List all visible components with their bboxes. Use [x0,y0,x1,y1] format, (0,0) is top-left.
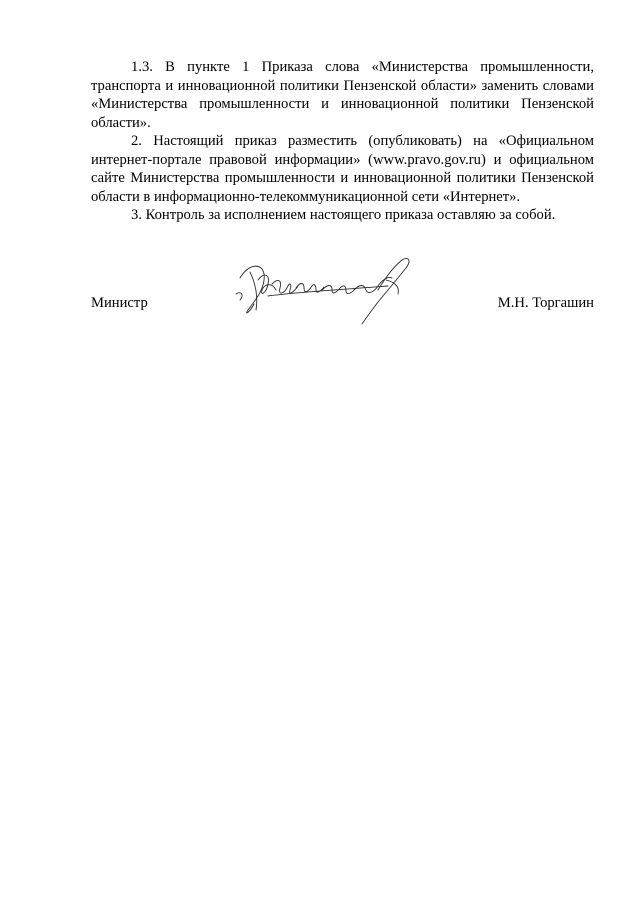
signatory-role: Министр [91,295,148,311]
paragraph-1-3: 1.3. В пункте 1 Приказа слова «Министерства промышленности, транспорта и инновационной политики Пензенской области» заменить словами «Министерства промышленности и инновационной политики Пензенской области». [91,59,594,131]
handwritten-signature [228,250,428,330]
paragraph-2: 2. Настоящий приказ разместить (опубликовать) на «Официальном интернет-портале правовой информации» (www.pravo.gov.ru) и официальном сайте Министерства промышленности и инновационной политики Пензенской области в информационно-телекоммуникационной сети «Интернет». [91,133,594,205]
signatory-name: М.Н. Торгашин [497,295,594,311]
order-body [91,58,594,225]
paragraph-3: 3. Контроль за исполнением настоящего приказа оставляю за собой. [131,207,556,223]
